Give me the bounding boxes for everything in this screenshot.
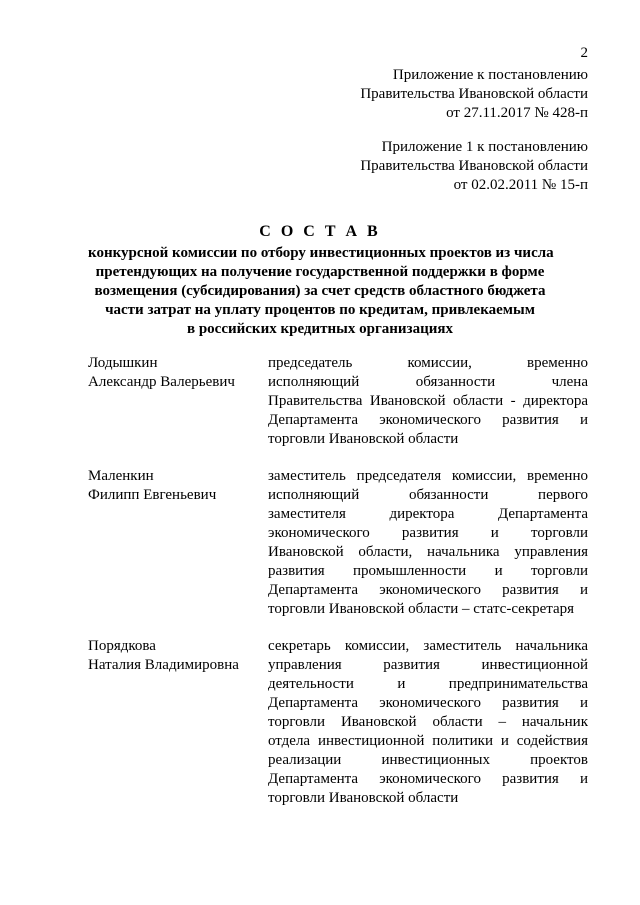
appendix-current-line: от 27.11.2017 № 428-п — [446, 105, 588, 121]
role-line: развития промышленности и торговли — [268, 563, 588, 579]
member-given-names: Александр Валерьевич — [88, 374, 235, 390]
subtitle-line: конкурсной комиссии по отбору инвестиционных проектов из числа — [88, 245, 554, 261]
member-name — [88, 467, 268, 619]
member-role — [268, 354, 588, 449]
role-line: исполняющий обязанности члена — [268, 374, 588, 390]
subtitle-line: части затрат на уплату процентов по кредитам, привлекаемым — [105, 302, 535, 318]
member-name — [88, 354, 268, 449]
member-entry — [88, 354, 588, 449]
role-line: деятельности и предпринимательства — [268, 676, 588, 692]
subtitle-line: возмещения (субсидирования) за счет средств областного бюджета — [94, 283, 546, 299]
member-role — [268, 637, 588, 808]
member-surname: Порядкова — [88, 638, 156, 654]
role-line: торговли Ивановской области – статс-секретаря — [268, 601, 575, 617]
document-heading — [88, 222, 552, 339]
member-entry — [88, 637, 588, 808]
appendix-original-line: Приложение 1 к постановлению — [381, 139, 588, 155]
role-line: отдела инвестиционной политики и содействия — [268, 733, 588, 749]
document-subtitle — [88, 244, 552, 339]
role-line: торговли Ивановской области — [268, 790, 459, 806]
appendix-original-line: Правительства Ивановской области — [360, 158, 588, 174]
appendix-original-block — [360, 138, 588, 195]
role-line: Департамента экономического развития и — [268, 771, 588, 787]
member-surname: Маленкин — [88, 468, 154, 484]
role-line: секретарь комиссии, заместитель начальника — [268, 638, 588, 654]
role-line: реализации инвестиционных проектов — [268, 752, 588, 768]
member-given-names: Наталия Владимировна — [88, 657, 239, 673]
role-line: управления развития инвестиционной — [268, 657, 588, 673]
role-line: Департамента экономического развития и — [268, 412, 588, 428]
role-line: торговли Ивановской области – начальник — [268, 714, 588, 730]
role-line: экономического развития и торговли — [268, 525, 588, 541]
subtitle-line: в российских кредитных организациях — [186, 321, 453, 337]
commission-members-list — [88, 354, 588, 826]
member-surname: Лодышкин — [88, 355, 158, 371]
role-line: заместителя директора Департамента — [268, 506, 588, 522]
appendix-current-line: Правительства Ивановской области — [360, 86, 588, 102]
appendix-current-line: Приложение к постановлению — [392, 67, 588, 83]
member-role — [268, 467, 588, 619]
member-entry — [88, 467, 588, 619]
role-line: Правительства Ивановской области - директора — [268, 393, 588, 409]
appendix-current-block — [360, 66, 588, 123]
member-name — [88, 637, 268, 808]
role-line: торговли Ивановской области — [268, 431, 459, 447]
document-title: С О С Т А В — [259, 223, 381, 240]
role-line: Департамента экономического развития и — [268, 582, 588, 598]
role-line: Департамента экономического развития и — [268, 695, 588, 711]
page-number: 2 — [580, 45, 588, 61]
role-line: заместитель председателя комиссии, временно — [268, 468, 588, 484]
appendix-original-line: от 02.02.2011 № 15-п — [453, 177, 588, 193]
role-line: председатель комиссии, временно — [268, 355, 588, 371]
role-line: исполняющий обязанности первого — [268, 487, 588, 503]
role-line: Ивановской области, начальника управления — [268, 544, 588, 560]
subtitle-line: претендующих на получение государственной поддержки в форме — [95, 264, 545, 280]
member-given-names: Филипп Евгеньевич — [88, 487, 217, 503]
